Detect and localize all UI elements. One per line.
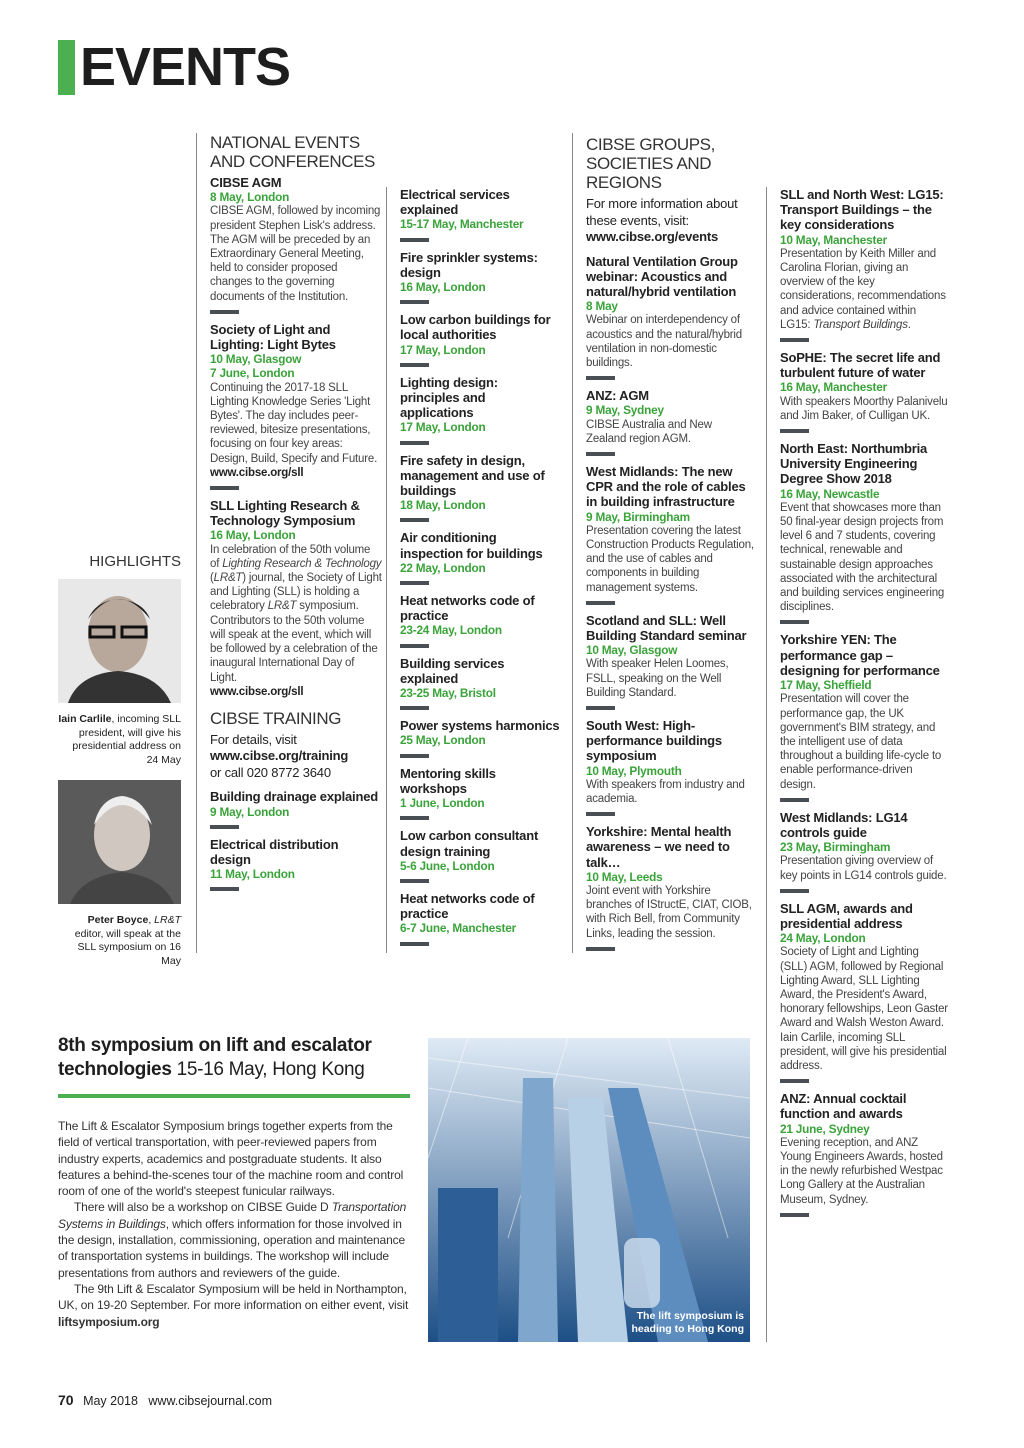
column-divider <box>572 133 573 953</box>
event-item <box>586 388 754 456</box>
section-intro <box>210 732 382 782</box>
event-title: Scotland and SLL: Well Building Standard seminar <box>586 612 747 643</box>
event-date: 17 May, London <box>400 420 486 435</box>
separator-bar <box>586 376 615 380</box>
event-date: 9 May, London <box>210 804 290 819</box>
event-description: In celebration of the 50th volume of Lighting Research & Technology (LR&T) journal, the Society of Light and Lighting (SLL) is holding a celebratory LR&T symposium. Contributors to the 50th volume will speak at the event, which will be followed by a celebration of the inaugural International Day of Light. <box>210 543 382 684</box>
event-title: Power systems harmonics <box>400 718 560 734</box>
issue-date: May 2018 <box>83 1394 138 1408</box>
feature-paragraph: There will also be a workshop on CIBSE Guide D Transportation Systems in Buildings, which offers information for those involved in the design, installation, commissioning, operation and maintenance of transportation systems in buildings. The workshop will include presentations from authors and reviewers of the guide. <box>58 1200 407 1280</box>
event-description: CIBSE AGM, followed by incoming president Stephen Lisk's address. The AGM will be preceded by an Extraordinary General Meeting, held to consider proposed changes to the governing documents of the Institution. <box>210 205 381 303</box>
separator-bar <box>780 1079 809 1083</box>
event-link[interactable]: www.cibse.org/sll <box>210 466 304 479</box>
event-title: West Midlands: LG14 controls guide <box>780 809 908 840</box>
event-date: 9 May, Sydney <box>586 403 664 418</box>
event-date: 10 May, Glasgow <box>586 643 678 658</box>
separator-bar <box>400 581 429 585</box>
event-date: 9 May, Birmingham <box>586 509 690 524</box>
event-title: Air conditioning inspection for buildings <box>400 530 543 561</box>
event-title: Yorkshire: Mental health awareness – we need to talk… <box>586 824 732 870</box>
event-item <box>210 175 382 314</box>
event-item <box>586 718 754 816</box>
event-description: Webinar on interdependency of acoustics and the natural/hybrid ventilation in non-domestic buildings. <box>586 314 742 369</box>
groups-column <box>586 133 754 959</box>
event-item <box>400 530 560 585</box>
event-title: Electrical distribution design <box>210 836 339 868</box>
event-item <box>400 828 560 883</box>
separator-bar <box>210 887 239 891</box>
separator-bar <box>586 947 615 951</box>
event-item <box>210 322 382 490</box>
event-title: Society of Light and Lighting: Light Bytes <box>210 321 336 353</box>
event-title: ANZ: AGM <box>586 388 649 404</box>
event-date: 22 May, London <box>400 560 486 575</box>
column-divider <box>386 187 387 953</box>
event-title: Low carbon consultant design training <box>400 828 539 859</box>
section-intro <box>586 196 754 246</box>
separator-bar <box>400 879 429 883</box>
page-footer <box>58 1392 272 1408</box>
event-title: SLL AGM, awards and presidential address <box>780 900 913 931</box>
event-date: 15-17 May, Manchester <box>400 217 524 232</box>
training-column <box>400 187 560 954</box>
separator-bar <box>400 518 429 522</box>
separator-bar <box>586 706 615 710</box>
event-title: West Midlands: The new CPR and the role of cables in building infrastructure <box>586 463 746 510</box>
event-title: SLL Lighting Research & Technology Symposium <box>210 498 360 529</box>
separator-bar <box>400 942 429 946</box>
event-date: 23-24 May, London <box>400 623 502 638</box>
separator-bar <box>400 706 429 710</box>
section-heading: CIBSE TRAINING <box>210 708 342 728</box>
event-date: 16 May, London <box>210 528 296 543</box>
lift-photo-caption: The lift symposium is heading to Hong Kong <box>631 1310 744 1335</box>
event-date: 16 May, Manchester <box>780 380 887 395</box>
event-title: SoPHE: The secret life and turbulent future of water <box>780 350 941 381</box>
event-title: Mentoring skills workshops <box>400 765 496 796</box>
event-item <box>780 350 948 433</box>
event-date: 10 May, Glasgow <box>210 352 302 367</box>
event-title: ANZ: Annual cocktail function and awards <box>780 1091 907 1122</box>
event-link[interactable]: www.cibse.org/sll <box>210 685 304 698</box>
event-item <box>780 1091 948 1217</box>
event-date: 8 May, London <box>210 190 290 205</box>
event-date: 16 May, Newcastle <box>780 486 880 501</box>
event-item <box>780 187 948 342</box>
separator-bar <box>400 754 429 758</box>
event-title: North East: Northumbria University Engineering Degree Show 2018 <box>780 441 928 487</box>
event-item <box>400 312 560 367</box>
page-number: 70 <box>58 1392 74 1408</box>
event-date: 5-6 June, London <box>400 858 495 873</box>
event-date: 7 June, London <box>210 366 295 381</box>
separator-bar <box>780 1213 809 1217</box>
feature-paragraph: The 9th Lift & Escalator Symposium will be held in Northampton, UK, on 19-20 September. For more information on either event, visit liftsymposium.org <box>58 1281 409 1329</box>
event-title: South West: High-performance buildings symposium <box>586 717 722 764</box>
event-date: 18 May, London <box>400 498 486 513</box>
events-link[interactable]: www.cibse.org/training <box>210 748 349 764</box>
event-item <box>400 891 560 946</box>
event-title: Natural Ventilation Group webinar: Acoustics and natural/hybrid ventilation <box>586 253 738 299</box>
event-title: Fire safety in design, management and use of buildings <box>400 452 545 499</box>
event-item <box>780 810 948 893</box>
iain-carlile-photo <box>58 579 181 703</box>
separator-bar <box>780 889 809 893</box>
event-item <box>780 441 948 624</box>
separator-bar <box>210 486 239 490</box>
event-title: Fire sprinkler systems: design <box>400 249 538 280</box>
intro-text: For more information about these events, visit: <box>586 196 738 228</box>
event-title: SLL and North West: LG15: Transport Buildings – the key considerations <box>780 187 944 233</box>
event-item <box>586 613 754 710</box>
event-date: 10 May, Plymouth <box>586 763 682 778</box>
liftsymposium-link[interactable]: liftsymposium.org <box>58 1314 160 1329</box>
event-item <box>780 632 948 801</box>
event-date: 17 May, Sheffield <box>780 678 872 693</box>
separator-bar <box>400 644 429 648</box>
event-item <box>400 250 560 305</box>
event-date: 10 May, Leeds <box>586 869 663 884</box>
event-title: Yorkshire YEN: The performance gap – designing for performance <box>780 632 940 678</box>
event-description: Presentation will cover the performance gap, the UK government's BIM strategy, and the intelligent use of data throughout a building life-cycle to enable performance-driven design. <box>780 693 942 791</box>
event-date: 11 May, London <box>210 867 295 882</box>
event-item <box>400 375 560 445</box>
lift-photo <box>428 1038 750 1342</box>
event-description: With speakers from industry and academia. <box>586 778 745 805</box>
photo-caption: Peter Boyce, LR&T editor, will speak at the SLL symposium on 16 May <box>74 914 181 967</box>
event-title: Low carbon buildings for local authorities <box>400 312 551 343</box>
separator-bar <box>400 441 429 445</box>
event-title: Heat networks code of practice <box>400 890 535 922</box>
separator-bar <box>780 429 809 433</box>
separator-bar <box>586 452 615 456</box>
events-link[interactable]: www.cibse.org/events <box>586 229 719 244</box>
event-item <box>400 766 560 821</box>
event-description: Presentation covering the latest Construction Products Regulation, and the use of cables and components in building management systems. <box>586 524 754 594</box>
separator-bar <box>400 363 429 367</box>
event-date: 24 May, London <box>780 931 866 946</box>
national-events-column <box>210 133 382 899</box>
intro-text: or call 020 8772 3640 <box>210 764 331 780</box>
event-date: 16 May, London <box>400 280 486 295</box>
event-description: CIBSE Australia and New Zealand region AGM. <box>586 418 712 445</box>
event-description: Presentation giving overview of key points in LG14 controls guide. <box>780 855 947 882</box>
event-item <box>210 498 382 699</box>
event-date: 23-25 May, Bristol <box>400 686 496 701</box>
event-item <box>586 464 754 605</box>
separator-bar <box>210 310 239 314</box>
event-date: 17 May, London <box>400 342 486 357</box>
event-title: Building services explained <box>400 655 505 686</box>
separator-bar <box>400 816 429 820</box>
section-heading: CIBSE GROUPS, SOCIETIES AND REGIONS <box>586 135 715 192</box>
page-title: EVENTS <box>80 37 291 97</box>
event-title: Lighting design: principles and applications <box>400 374 498 421</box>
peter-boyce-photo <box>58 780 181 904</box>
column-divider <box>766 187 767 1342</box>
separator-bar <box>400 300 429 304</box>
event-title: Heat networks code of practice <box>400 593 535 624</box>
groups-column-continued <box>780 187 948 1225</box>
title-accent-bar <box>58 40 75 95</box>
event-description: Presentation by Keith Miller and Carolina Florian, giving an overview of the key considerations, recommendations and advice contained within LG15: Transport Buildings. <box>780 247 946 331</box>
event-date: 10 May, Manchester <box>780 232 887 247</box>
event-item <box>210 789 382 828</box>
separator-bar <box>780 798 809 802</box>
highlights-heading: HIGHLIGHTS <box>89 553 181 570</box>
event-item <box>400 453 560 523</box>
event-description: Continuing the 2017-18 SLL Lighting Knowledge Series 'Light Bytes'. The day includes peer-reviewed, bitesize presentations, focusing on four key areas: Design, Build, Specify and Future. <box>210 381 378 465</box>
event-date: 23 May, Birmingham <box>780 840 891 855</box>
event-date: 6-7 June, Manchester <box>400 921 516 936</box>
separator-bar <box>400 238 429 242</box>
separator-bar <box>586 812 615 816</box>
event-description: Event that showcases more than 50 final-year design projects from level 6 and 7 students, covering technical, renewable and sustainable design approaches associated with the architectural and building services engineering disciplines. <box>780 501 945 614</box>
separator-bar <box>586 601 615 605</box>
section-heading: NATIONAL EVENTS AND CONFERENCES <box>210 133 375 171</box>
event-date: 8 May <box>586 299 618 314</box>
event-date: 25 May, London <box>400 733 486 748</box>
feature-paragraph: The Lift & Escalator Symposium brings together experts from the field of vertical transportation, with peer-reviewed papers from industry experts, academics and postgraduate students. It also features a behind-the-scenes tour of the machine room and control room of one of the world's steepest funicular railways. <box>58 1119 404 1199</box>
event-description: With speaker Helen Loomes, FSLL, speaking on the Well Building Standard. <box>586 658 729 699</box>
event-description: Joint event with Yorkshire branches of IStructE, CIAT, CIOB, with Rich Bell, from Community Links, leading the session. <box>586 885 752 940</box>
separator-bar <box>210 825 239 829</box>
feature-heading: 8th symposium on lift and escalator technologies 15-16 May, Hong Kong <box>58 1035 372 1080</box>
journal-url[interactable]: www.cibsejournal.com <box>148 1394 273 1408</box>
event-title: Building drainage explained <box>210 789 378 805</box>
event-item <box>210 837 382 892</box>
feature-body <box>58 1118 410 1330</box>
event-item <box>400 187 560 242</box>
separator-bar <box>780 620 809 624</box>
photo-caption: Iain Carlile, incoming SLL president, will give his presidential address on 24 May <box>58 713 181 766</box>
event-item <box>780 901 948 1083</box>
feature-rule <box>58 1094 410 1098</box>
event-title: CIBSE AGM <box>210 175 282 190</box>
event-description: Society of Light and Lighting (SLL) AGM, followed by Regional Lighting Award, SLL Lighting Award, the President's Award, honorary fellowships, Leon Gaster Award and Walsh Weston Award. Iain Carlile, incoming SLL president, will give his presidential address. <box>780 946 948 1072</box>
event-description: Evening reception, and ANZ Young Engineers Awards, hosted in the newly refurbished Westpac Long Gallery at the Australian Museum, Sydney. <box>780 1136 943 1206</box>
event-title: Electrical services explained <box>400 187 510 218</box>
event-item <box>400 656 560 711</box>
event-description: With speakers Moorthy Palanivelu and Jim Baker, of Culligan UK. <box>780 395 948 422</box>
event-item <box>400 593 560 648</box>
event-date: 21 June, Sydney <box>780 1121 870 1136</box>
separator-bar <box>780 338 809 342</box>
event-item <box>586 824 754 951</box>
intro-text: For details, visit <box>210 731 297 747</box>
event-item <box>586 254 754 381</box>
event-item <box>400 718 560 757</box>
event-date: 1 June, London <box>400 796 485 811</box>
column-divider <box>196 133 197 953</box>
